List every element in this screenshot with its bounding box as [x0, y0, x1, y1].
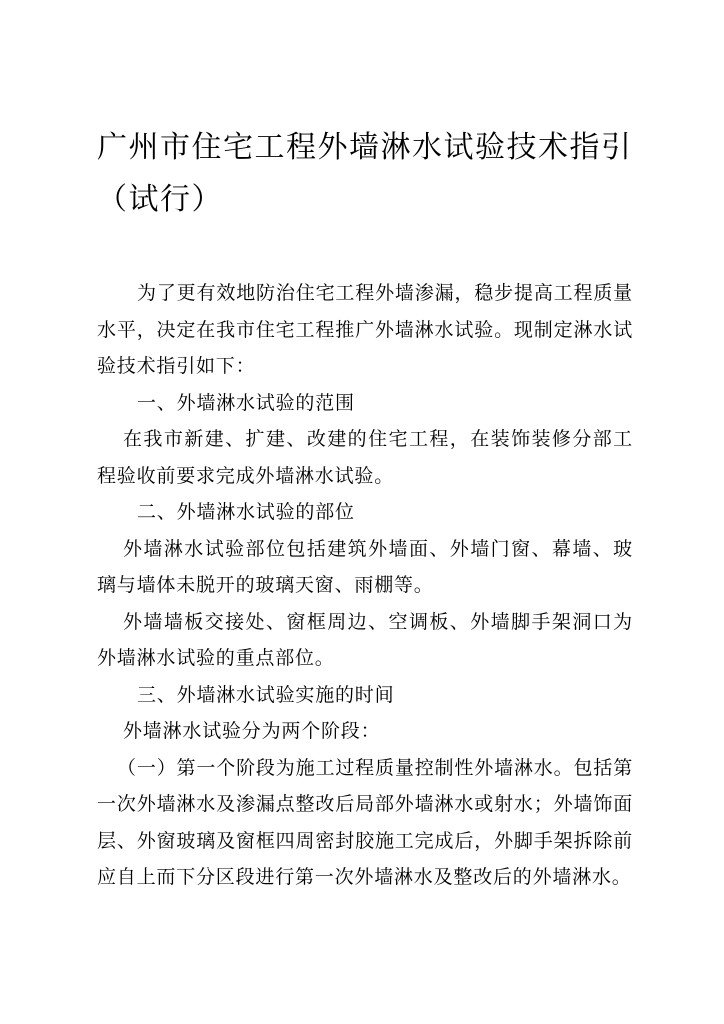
- section-heading-timing: 三、外墙淋水试验实施的时间: [137, 683, 395, 706]
- intro-paragraph: 为了更有效地防治住宅工程外墙渗漏，稳步提高工程质量水平，决定在我市住宅工程推广外墙淋水试验。现制定淋水试验技术指引如下：: [97, 282, 633, 377]
- document-title: 广州市住宅工程外墙淋水试验技术指引（试行）: [97, 130, 633, 217]
- stage-one-paragraph: （一）第一个阶段为施工过程质量控制性外墙淋水。包括第一次外墙淋水及渗漏点整改后局部外墙淋水或射水；外墙饰面层、外窗玻璃及窗框四周密封胶施工完成后，外脚手架拆除前应自上而下分区段进行第一次外墙淋水及整改后的外墙淋水。: [97, 756, 633, 888]
- locations-paragraph: 外墙淋水试验部位包括建筑外墙面、外墙门窗、幕墙、玻璃与墙体未脱开的玻璃天窗、雨棚等。: [97, 537, 633, 596]
- section-heading-scope: 一、外墙淋水试验的范围: [137, 391, 355, 414]
- section-heading-locations: 二、外墙淋水试验的部位: [137, 501, 355, 523]
- document-body: [97, 275, 633, 896]
- key-locations-paragraph: 外墙墙板交接处、窗框周边、空调板、外墙脚手架洞口为外墙淋水试验的重点部位。: [97, 610, 633, 669]
- stages-paragraph: 外墙淋水试验分为两个阶段：: [123, 720, 381, 742]
- scope-paragraph: 在我市新建、扩建、改建的住宅工程，在装饰装修分部工程验收前要求完成外墙淋水试验。: [97, 428, 633, 487]
